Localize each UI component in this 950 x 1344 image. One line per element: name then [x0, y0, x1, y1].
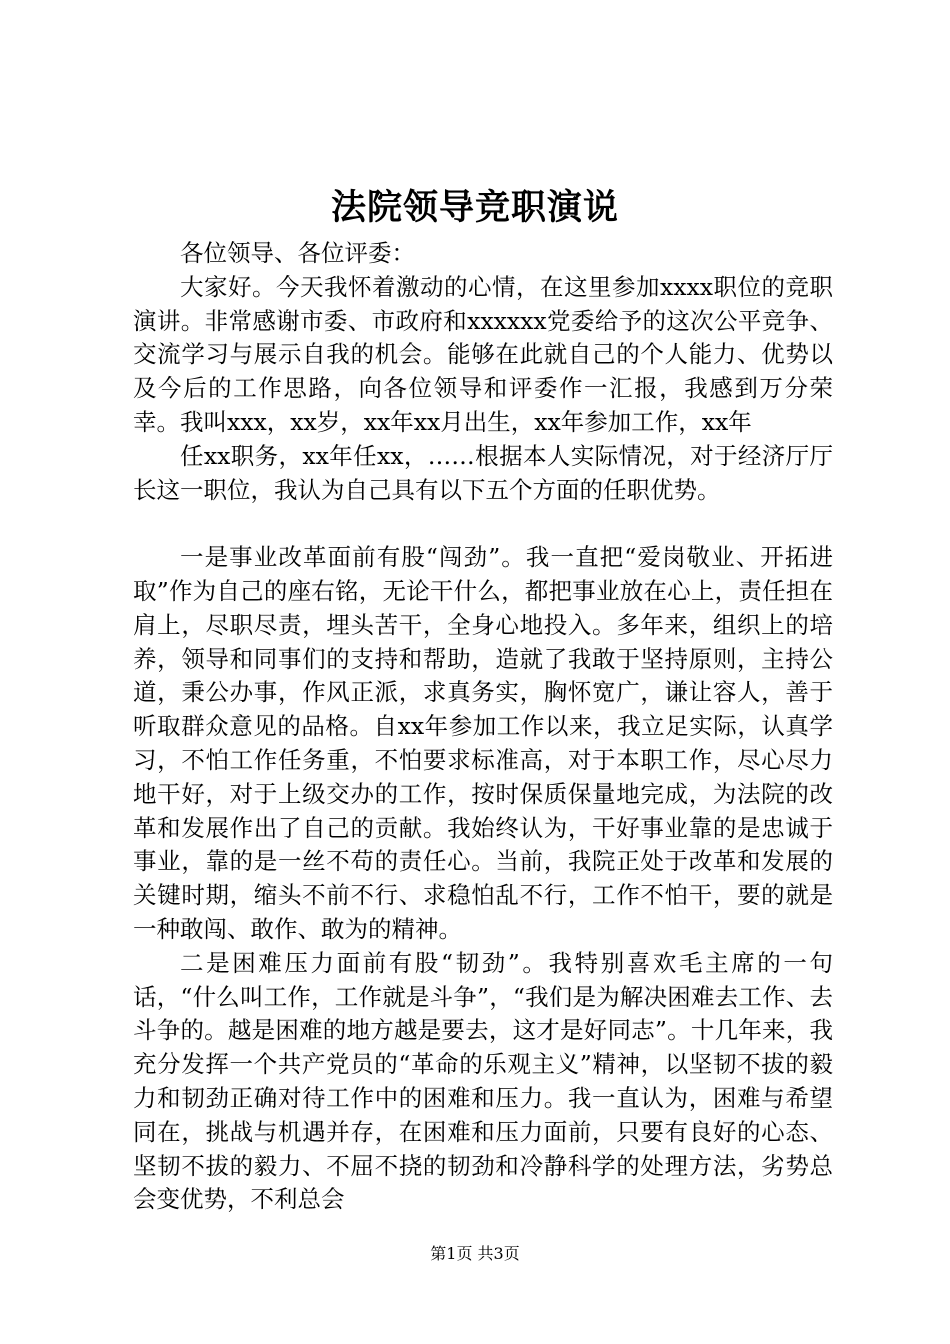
- intro-paragraph: 大家好。今天我怀着激动的心情，在这里参加xxxx职位的竞职演讲。非常感谢市委、市政府和xxxxxx党委给予的这次公平竞争、交流学习与展示自我的机会。能够在此就自己的个人能力、优势以及今后的工作思路，向各位领导和评委作一汇报，我感到万分荣幸。我叫xxx，xx岁，xx年xx月出生，xx年参加工作，xx年: [133, 272, 833, 436]
- page-number-footer: 第1页 共3页: [430, 1244, 520, 1263]
- salutation-paragraph: 各位领导、各位评委：: [180, 239, 415, 267]
- document-title: 法院领导竞职演说: [330, 187, 619, 228]
- document-body: [133, 237, 833, 1217]
- point-two-paragraph: 二是困难压力面前有股“韧劲”。我特别喜欢毛主席的一句话，“什么叫工作，工作就是斗争”，“我们是为解决困难去工作、去斗争的。越是困难的地方越是要去，这才是好同志”。十几年来，我充分发挥一个共产党员的“革命的乐观主义”精神，以坚韧不拔的毅力和韧劲正确对待工作中的困难和压力。我一直认为，困难与希望同在，挑战与机遇并存，在困难和压力面前，只要有良好的心态、坚韧不拔的毅力、不屈不挠的韧劲和冷静科学的处理方法，劣势总会变优势，不利总会: [133, 948, 833, 1214]
- point-one-paragraph: 一是事业改革面前有股“闯劲”。我一直把“爱岗敬业、开拓进取”作为自己的座右铭，无论干什么，都把事业放在心上，责任担在肩上，尽职尽责，埋头苦干，全身心地投入。多年来，组织上的培养，领导和同事们的支持和帮助，造就了我敢于坚持原则，主持公道，秉公办事，作风正派，求真务实，胸怀宽广，谦让容人，善于听取群众意见的品格。自xx年参加工作以来，我立足实际，认真学习，不怕工作任务重，不怕要求标准高，对于本职工作，尽心尽力地干好，对于上级交办的工作，按时保质保量地完成，为法院的改革和发展作出了自己的贡献。我始终认为，干好事业靠的是忠诚于事业，靠的是一丝不苟的责任心。当前，我院正处于改革和发展的关键时期，缩头不前不行、求稳怕乱不行，工作不怕干，要的就是一种敢闯、敢作、敢为的精神。: [133, 543, 833, 943]
- intro-continuation-paragraph: 任xx职务，xx年任xx，……根据本人实际情况，对于经济厅厅长这一职位，我认为自己具有以下五个方面的任职优势。: [133, 441, 833, 504]
